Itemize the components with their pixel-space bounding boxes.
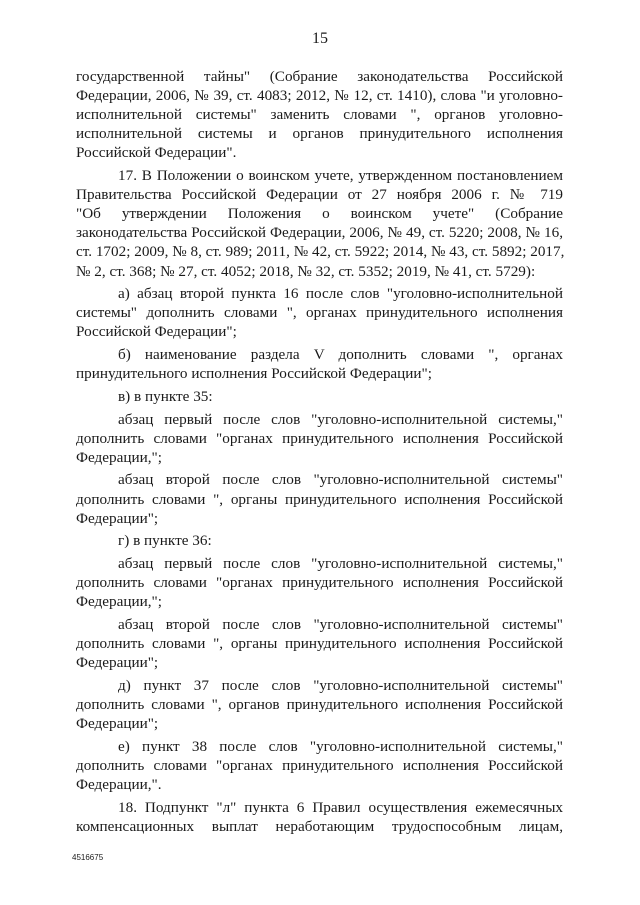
text-line: законодательства Российской Федерации, 2006, № 49, ст. 5220; 2008, № 16,	[76, 224, 563, 242]
text-line: г) в пункте 36:	[118, 532, 212, 550]
text-line: абзац первый после слов "уголовно-исполнительной системы,"	[118, 555, 563, 572]
text-line: е) пункт 38 после слов "уголовно-исполнительной системы,"	[118, 737, 563, 755]
text-line: № 2, ст. 368; № 27, ст. 4052; 2018, № 32, ст. 5352; 2019, № 41, ст. 5729):	[76, 262, 536, 280]
text-line: "Об утверждении Положения о воинском учете" (Собрание	[76, 205, 563, 223]
paragraph	[76, 410, 563, 467]
text-line: а) абзац второй пункта 16 после слов "уголовно-исполнительной	[118, 285, 563, 303]
text-line: Федерации";	[76, 654, 159, 672]
text-line: абзац второй после слов "уголовно-исполнительной системы"	[118, 471, 563, 489]
paragraph	[76, 531, 563, 550]
text-line: 17. В Положении о воинском учете, утвержденном постановлением	[118, 167, 563, 185]
paragraph	[76, 676, 563, 733]
text-line: Федерации,";	[76, 448, 162, 466]
text-line: 18. Подпункт "л" пункта 6 Правил осуществления ежемесячных	[118, 798, 563, 816]
text-line: Федерации";	[76, 509, 159, 527]
text-line: Правительства Российской Федерации от 27 ноября 2006 г. № 719	[76, 186, 563, 204]
text-line: системы" дополнить словами ", органах принудительного исполнения	[76, 304, 563, 322]
paragraph	[76, 798, 563, 836]
text-line: Федерации, 2006, № 39, ст. 4083; 2012, № 12, ст. 1410), слова "и уголовно-	[76, 87, 563, 105]
text-line: дополнить словами "органах принудительного исполнения Российской	[76, 429, 563, 447]
text-line: дополнить словами "органах принудительного исполнения Российской	[76, 574, 563, 592]
paragraph	[76, 284, 563, 341]
paragraph	[76, 345, 563, 383]
text-line: принудительного исполнения Российской Федерации";	[76, 365, 432, 383]
text-line: дополнить словами ", органы принудительного исполнения Российской	[76, 490, 563, 508]
text-line: абзац первый после слов "уголовно-исполнительной системы,"	[118, 410, 563, 428]
text-line: Российской Федерации".	[76, 144, 237, 162]
text-line: Федерации";	[76, 714, 159, 732]
text-line: ст. 1702; 2009, № 8, ст. 989; 2011, № 42, ст. 5922; 2014, № 43, ст. 5892; 2017,	[76, 243, 565, 261]
paragraph	[76, 166, 563, 281]
text-line: государственной тайны" (Собрание законодательства Российской	[76, 68, 563, 85]
text-line: дополнить словами "органах принудительного исполнения Российской	[76, 756, 563, 774]
text-line: д) пункт 37 после слов "уголовно-исполнительной системы"	[118, 676, 563, 694]
page-number: 15	[312, 30, 328, 47]
text-line: дополнить словами ", органы принудительного исполнения Российской	[76, 634, 563, 652]
text-line: Российской Федерации";	[76, 323, 237, 341]
text-line: б) наименование раздела V дополнить словами ", органах	[118, 346, 563, 364]
paragraph	[76, 470, 563, 527]
paragraph	[76, 615, 563, 672]
paragraph	[76, 737, 563, 794]
text-line: в) в пункте 35:	[118, 387, 213, 405]
paragraph	[76, 67, 563, 162]
paragraph	[76, 387, 563, 406]
document-body	[76, 67, 563, 836]
text-line: исполнительной системы" заменить словами ", органов уголовно-	[76, 106, 563, 124]
document-code: 4516675	[72, 853, 104, 862]
text-line: Федерации,".	[76, 775, 162, 793]
text-line: исполнительной системы и органов принудительного исполнения	[76, 125, 563, 143]
paragraph	[76, 554, 563, 611]
text-line: дополнить словами ", органов принудительного исполнения Российской	[76, 695, 563, 713]
text-line: абзац второй после слов "уголовно-исполнительной системы"	[118, 615, 563, 633]
text-line: компенсационных выплат неработающим трудоспособным лицам,	[76, 817, 563, 835]
text-line: Федерации,";	[76, 593, 162, 611]
